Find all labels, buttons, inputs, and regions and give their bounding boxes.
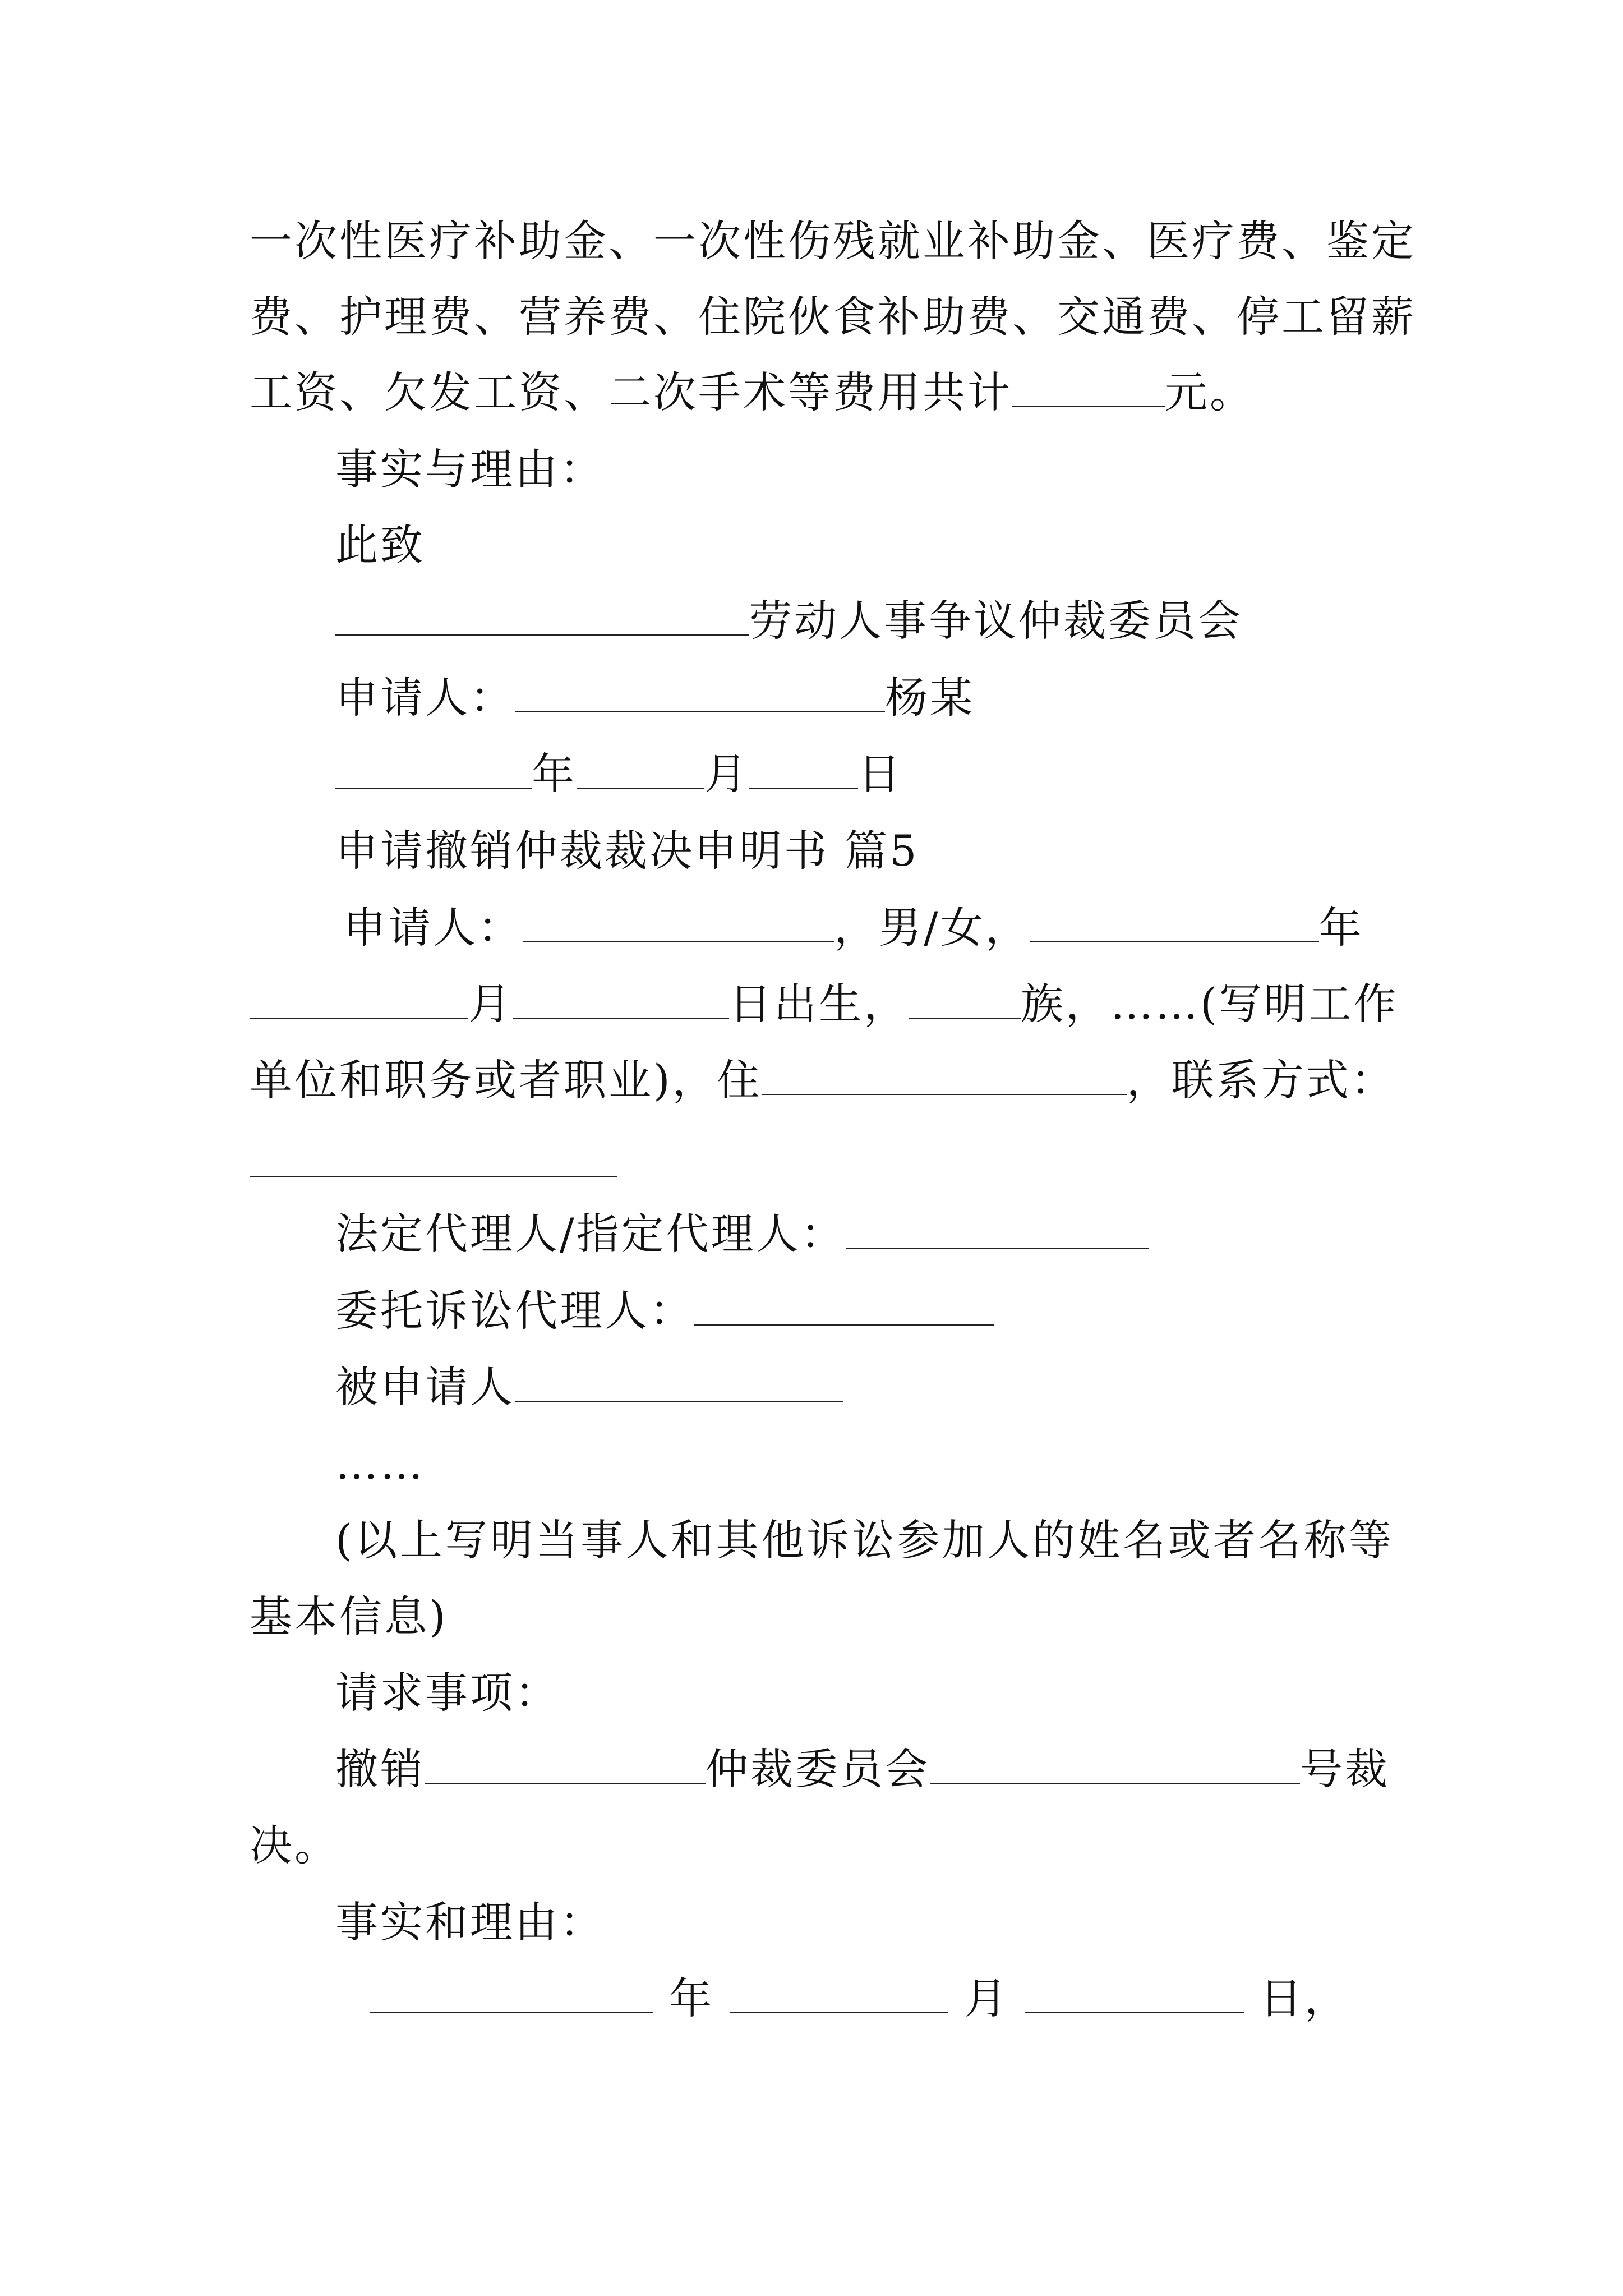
s5-address-line — [250, 1052, 1394, 1108]
month-label: 月 — [468, 979, 513, 1029]
year-label: 年 — [1318, 903, 1364, 953]
text: 号裁 — [1300, 1744, 1390, 1794]
salutation: 此致 — [335, 520, 425, 570]
day-label: 日， — [1259, 1973, 1349, 2023]
date-line — [370, 1971, 1396, 2027]
paragraph-line — [250, 365, 1394, 421]
month-label: 月 — [704, 749, 749, 799]
note-line: 基本信息) — [250, 1591, 448, 1641]
respondent-line — [335, 1359, 1401, 1415]
birth-text: 日出生， — [729, 979, 909, 1029]
heading-claims: 请求事项： — [335, 1668, 560, 1718]
blank-field — [523, 907, 834, 942]
label: 申请人： — [343, 903, 523, 953]
blank-field — [1012, 371, 1165, 407]
blank-field — [1025, 1977, 1244, 2013]
blank-field — [749, 753, 858, 789]
blank-field — [515, 677, 885, 712]
blank-field — [1030, 907, 1319, 942]
revoke-line-end: 决。 — [250, 1820, 339, 1870]
blank-field — [515, 1366, 843, 1402]
gender-text: ，男/女， — [834, 903, 1030, 953]
label: 委托诉讼代理人： — [335, 1286, 694, 1336]
ellipsis: …… — [335, 1439, 425, 1489]
blank-field — [694, 1290, 994, 1326]
text: 工资、欠发工资、二次手术等费用共计 — [250, 367, 1012, 417]
text: 元。 — [1165, 367, 1255, 417]
s5-birth-line — [250, 976, 1399, 1032]
date-line — [335, 746, 1401, 802]
entrusted-agent-line — [335, 1283, 1401, 1339]
blank-field — [335, 600, 749, 636]
blank-field — [577, 753, 704, 789]
heading-facts-reasons: 事实和理由： — [335, 1897, 605, 1947]
s5-applicant-line — [343, 900, 1386, 956]
legal-agent-line — [335, 1206, 1401, 1262]
label: 被申请人 — [335, 1362, 515, 1412]
label: 申请人： — [335, 673, 515, 723]
text: 撤销 — [335, 1744, 425, 1794]
day-label: 日 — [858, 749, 903, 799]
committee-name: 劳动人事争议仲裁委员会 — [749, 596, 1243, 646]
note-line: (以上写明当事人和其他诉讼参加人的姓名或者名称等 — [335, 1515, 1394, 1565]
section-title: 申请撤销仲裁裁决申明书 篇5 — [335, 826, 919, 876]
contact-blank-line — [250, 1176, 617, 1177]
text: 仲裁委员会 — [706, 1744, 930, 1794]
blank-field — [762, 1059, 1127, 1095]
blank-field — [846, 1213, 1149, 1249]
paragraph-line: 一次性医疗补助金、一次性伤残就业补助金、医疗费、鉴定 — [250, 216, 1416, 266]
blank-field — [930, 1748, 1300, 1784]
blank-field — [730, 1977, 948, 2013]
applicant-line — [335, 670, 1401, 726]
heading-facts-reasons: 事实与理由： — [335, 444, 605, 494]
month-label: 月 — [964, 1973, 1009, 2023]
blank-field — [425, 1748, 706, 1784]
paragraph-line: 费、护理费、营养费、住院伙食补助费、交通费、停工留薪 — [250, 292, 1416, 342]
year-label: 年 — [669, 1973, 714, 2023]
blank-field — [370, 1977, 653, 2013]
ethnic-text: 族，……(写明工作 — [1021, 979, 1399, 1029]
applicant-name: 杨某 — [885, 673, 975, 723]
year-label: 年 — [532, 749, 577, 799]
blank-field — [335, 753, 532, 789]
blank-field — [513, 983, 729, 1019]
text: ，联系方式： — [1126, 1055, 1396, 1105]
blank-field — [909, 983, 1021, 1019]
blank-field — [250, 983, 468, 1019]
text: 单位和职务或者职业)，住 — [250, 1055, 762, 1105]
label: 法定代理人/指定代理人： — [335, 1209, 846, 1259]
revoke-line — [335, 1741, 1401, 1797]
committee-line — [335, 593, 1401, 649]
